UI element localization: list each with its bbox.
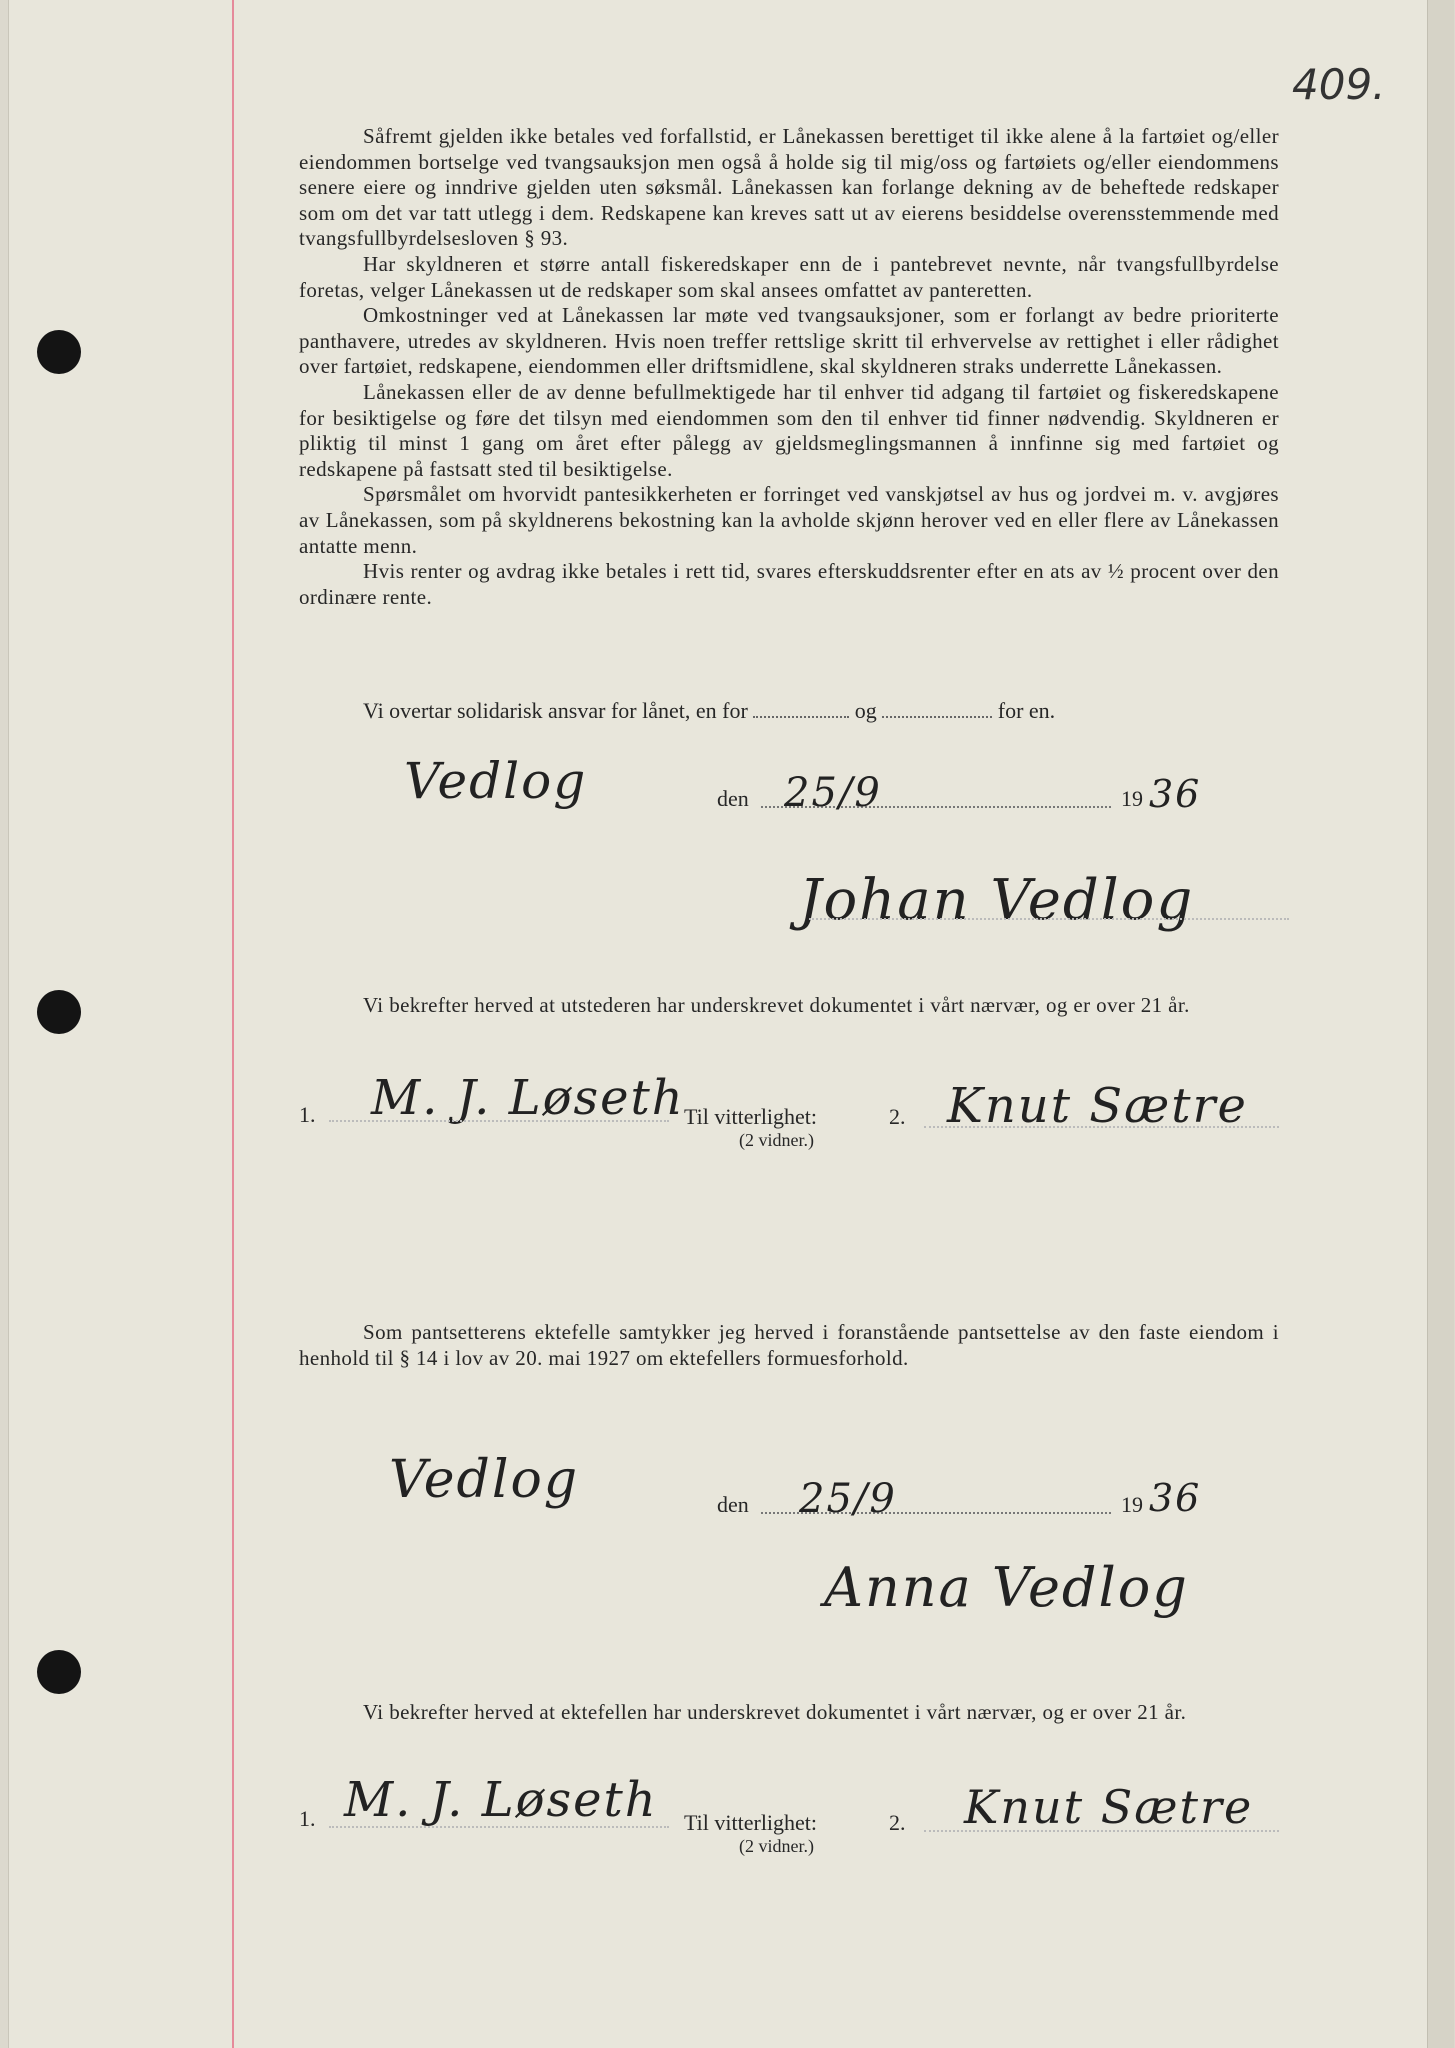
paragraph: Omkostninger ved at Lånekassen lar møte ved tvangsauksjoner, som er forlangt av bedre prioriterte panthavere, utredes av skyldneren. Hvis noen treffer rettslige skritt til erhvervelse av rettighet i eller rådighet over fartøiet, redskapene, eiendommen eller driftsmidlene, skal skyldneren straks underrette Lånekassen. [299,303,1279,379]
page-number: 409. [1292,60,1386,109]
margin-rule [232,0,234,2048]
punch-hole [37,330,81,374]
spouse-consent: Som pantsetterens ektefelle samtykker jeg herved i foranstående pantsettelse av den faste eiendom i henhold til § 14 i lov av 20. mai 1927 om ektefellers formuesforhold. [299,1320,1279,1370]
year-handwritten: 36 [1149,1476,1202,1520]
witness-number: 1. [299,1806,316,1831]
place-handwritten: Vedlog [389,1450,580,1510]
paragraph: Såfremt gjelden ikke betales ved forfallstid, er Lånekassen berettiget til ikke alene å la fartøiet og/eller eiendommen bortselge ved tvangsauksjon men også å holde sig til mig/oss og fartøiets og/eller eiendommens senere eiere og inndrive gjelden uten søksmål. Lånekassen kan forlange dekning av de beheftede redskaper som om det var tatt utlegg i dem. Redskapene kan kreves satt ut av eierens besiddelse overensstemmende med tvangsfullbyrdelsesloven § 93. [299,124,1279,251]
document-page [8,0,1454,2048]
witness-sub: (2 vidner.) [739,1836,814,1856]
terms-text [299,124,1279,610]
year-handwritten: 36 [1149,772,1202,816]
solidarity-prefix: Vi overtar solidarisk ansvar for lånet, en for [363,698,748,723]
paragraph: Lånekassen eller de av denne befullmektigede har til enhver tid adgang til fartøiet og fiskeredskapene for besiktigelse og føre det tilsyn med eiendommen som den til enhver tid finner nødvendig. Skyldneren er pliktig til minst 1 gang om året efter pålegg av gjeldsmeglingsmannen å innfinne sig med fartøiet og redskapene på fastsatt sted til besiktigelse. [299,379,1279,481]
solidarity-suffix: for en. [997,698,1056,723]
witness-number: 1. [299,1102,316,1127]
witness-signature-1: M. J. Løseth [344,1772,658,1828]
witness-number: 2. [889,1104,906,1129]
witness-signature-1: M. J. Løseth [371,1070,685,1126]
witness-line [329,1826,669,1828]
blank-field [882,698,992,718]
blank-field [753,698,849,718]
witness-number: 2. [889,1810,906,1835]
den-label: den [717,786,749,811]
witness-statement: Vi bekrefter herved at ektefellen har underskrevet dokumentet i vårt nærvær, og er over 21 år. [363,1700,1187,1724]
witness-line [329,1120,669,1122]
borrower-signature: Johan Vedlog [799,868,1195,933]
witness-statement: Vi bekrefter herved at utstederen har underskrevet dokumentet i vårt nærvær, og er over 21 år. [363,993,1190,1017]
witness-label: Til vitterlighet: [684,1104,818,1129]
paragraph: Hvis renter og avdrag ikke betales i rett tid, svares efterskuddsrenter efter en ats av ½ procent over den ordinære rente. [299,559,1279,609]
year-printed: 19 [1121,1492,1143,1517]
punch-hole [37,1650,81,1694]
punch-hole [37,990,81,1034]
witness-line [924,1126,1279,1128]
witness-sub: (2 vidner.) [739,1130,814,1150]
signature-line [809,918,1289,920]
solidarity-mid: og [854,698,877,723]
den-label: den [717,1492,749,1517]
solidarity-line [363,698,1055,724]
witness-line [924,1830,1279,1832]
spouse-signature: Anna Vedlog [824,1556,1189,1619]
page-edge [1427,0,1454,2048]
date-handwritten: 25/9 [799,1476,897,1522]
place-handwritten: Vedlog [404,752,588,810]
witness-signature-2: Knut Sætre [964,1780,1254,1834]
paragraph: Har skyldneren et større antall fiskeredskaper enn de i pantebrevet nevnte, når tvangsfullbyrdelse foretas, velger Lånekassen ut de redskaper som skal ansees omfattet av panteretten. [299,251,1279,302]
paragraph: Spørsmålet om hvorvidt pantesikkerheten er forringet ved vanskjøtsel av hus og jordvei m. v. avgjøres av Lånekassen, som på skyldnerens bekostning kan la avholde skjønn herover ved en eller flere av Lånekassen antatte menn. [299,482,1279,558]
witness-signature-2: Knut Sætre [947,1078,1248,1134]
date-handwritten: 25/9 [784,770,882,816]
year-printed: 19 [1121,786,1143,811]
witness-label: Til vitterlighet: [684,1810,818,1835]
